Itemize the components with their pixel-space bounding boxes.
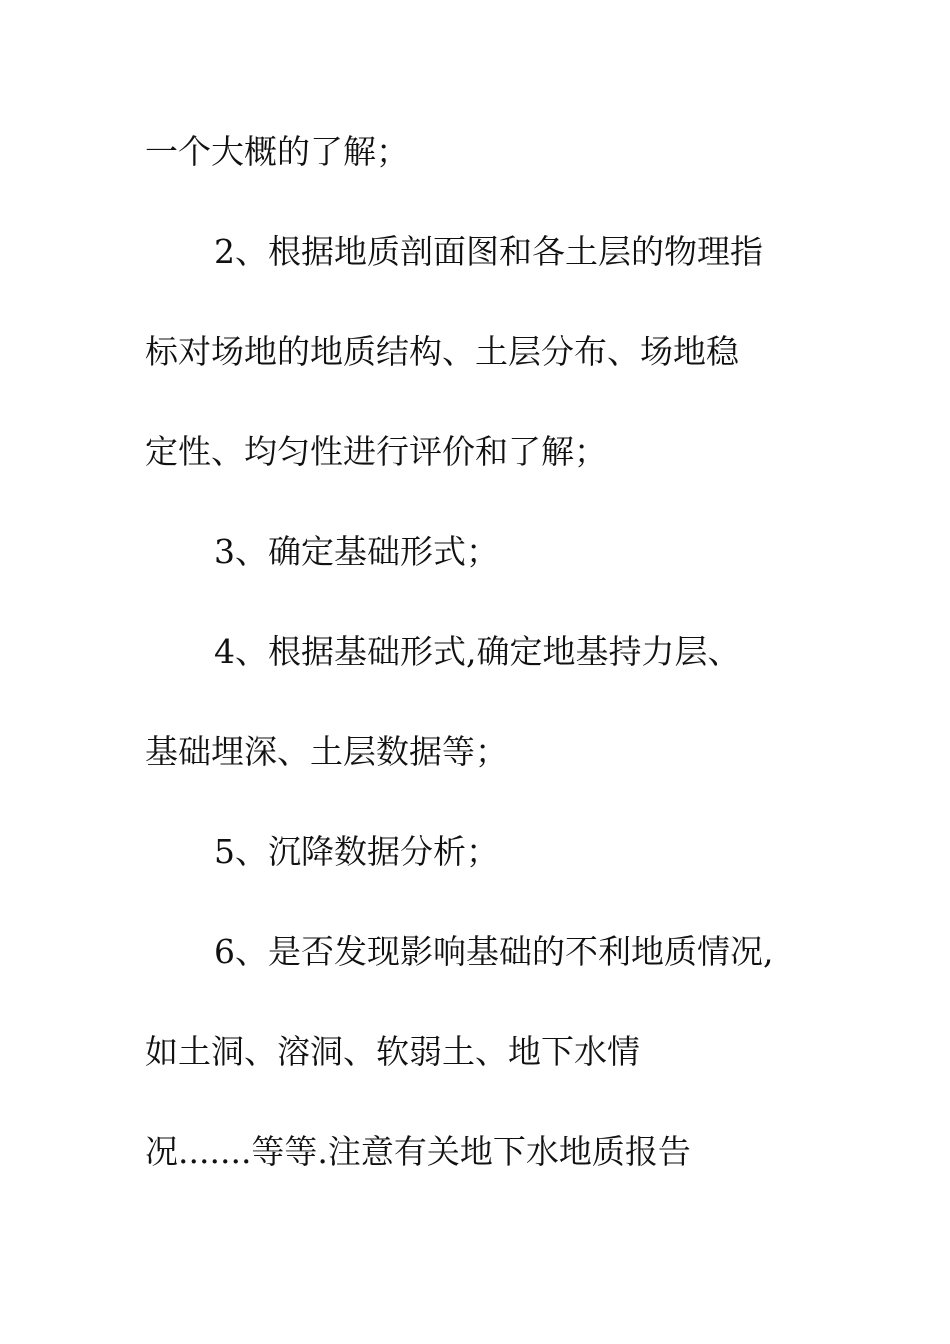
text-line: 6、是否发现影响基础的不利地质情况, [214,932,774,971]
text-line: 况.......等等.注意有关地下水地质报告 [145,1132,691,1171]
text-line: 基础埋深、土层数据等； [145,732,508,771]
text-line: 3、确定基础形式； [214,532,499,571]
text-line: 如土洞、溶洞、软弱土、地下水情 [145,1032,640,1071]
text-line: 标对场地的地质结构、土层分布、场地稳 [145,332,739,371]
text-line: 定性、均匀性进行评价和了解； [145,432,607,471]
text-line: 2、根据地质剖面图和各土层的物理指 [214,232,763,271]
text-line: 5、沉降数据分析； [214,832,499,871]
text-line: 一个大概的了解； [145,132,409,171]
text-line: 4、根据基础形式,确定地基持力层、 [214,632,741,671]
